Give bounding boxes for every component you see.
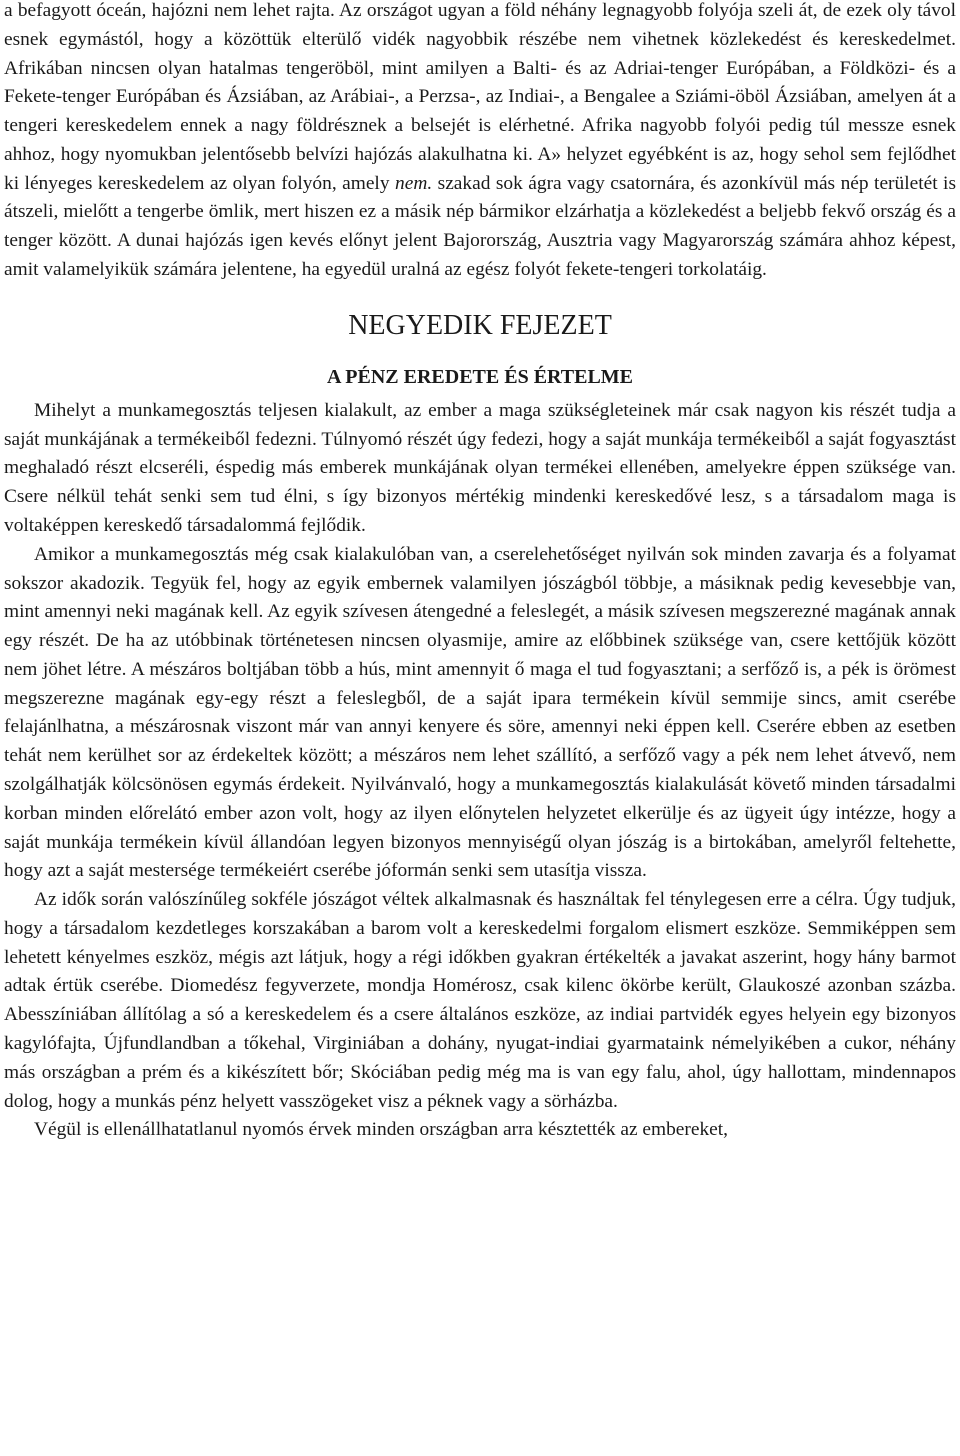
emphasized-word: nem. — [395, 172, 433, 194]
chapter-title: NEGYEDIK FEJEZET — [348, 309, 612, 341]
body-paragraph: Az idők során valószínűleg sokféle jószágot véltek alkalmasnak és használtak fel ténylegesen erre a célra. Úgy tudjuk, hogy a társadalom kezdetleges korszakában a barom volt a kereskedelmi forgalom elismert eszköze. Semmiképpen sem lehetett kényelmes eszköz, mégis azt látjuk, hogy a régi időkben gyakran értékelték a javakat aszerint, hogy hány barmot adtak értük cserébe. Diomedész fegyverzete, mondja Homérosz, csak kilenc ökörbe került, Glaukoszé azonban százba. Abesszíniában állítólag a só a kereskedelem és a csere általános eszköze, az indiai partvidék egyes helyein egy bizonyos kagylófajta, Újfundlandban a tőkehal, Virginiában a dohány, nyugat-indiai gyarmataink némelyikében a cukor, néhány más országban a prém és a kikészített bőr; Skóciában pedig még ma is van egy falu, ahol, úgy hallottam, mindennapos dolog, hogy a munkás pénz helyett vasszögeket visz a péknek vagy a sörházba. — [4, 889, 956, 1112]
paragraph-text: a befagyott óceán, hajózni nem lehet rajta. Az országot ugyan a föld néhány legnagyobb folyója szeli át, de ezek oly távol esnek egymástól, hogy a közöttük elterülő vidék nagyobbik részébe nem vihetnek közlekedést és kereskedelmet. Afrikában nincsen olyan hatalmas tengeröböl, mint amilyen a Balti- és az Adriai-tenger Európában, a Földközi- és a Fekete-tenger Európában és Ázsiában, az Arábiai-, a Perzsa-, az Indiai-, a Bengalee a Sziámi-öböl Ázsiában, amelyen át a tengeri kereskedelem ennek a nagy földrésznek a belsejét is elérhetné. Afrika nagyobb folyói pedig túl messze esnek ahhoz, hogy nyomukban jelentősebb belvízi hajózás alakulhatna ki. A» helyzet egyébként is az, hogy sehol sem fejlődhet ki lényeges kereskedelem az olyan folyón, amely — [4, 0, 956, 194]
body-paragraph — [4, 0, 956, 285]
section-title: A PÉNZ EREDETE ÉS ÉRTELME — [326, 365, 634, 388]
document-page — [4, 0, 956, 1145]
body-paragraph: Végül is ellenállhatatlanul nyomós érvek minden országban arra késztették az embereket, — [34, 1119, 729, 1141]
body-paragraph: Amikor a munkamegosztás még csak kialakulóban van, a cserelehetőséget nyilván sok minden zavarja és a folyamat sokszor akadozik. Tegyük fel, hogy az egyik embernek valamilyen jószágból többje, a másiknak pedig kevesebbje van, mint amennyi neki magának kell. Az egyik szívesen átengedné a feleslegét, a másik szívesen megszerezné magának annak egy részét. De ha az utóbbinak történetesen nincsen olyasmije, amire az előbbinek szüksége van, csere kettőjük között nem jöhet létre. A mészáros boltjában több a hús, mint amennyit ő maga el tud fogyasztani; a serfőző is, a pék is örömest megszerezne magának egy-egy részt a feleslegből, de a saját ipara termékein kívül semmije sincs, amit cserébe felajánlhatna, a mészárosnak viszont már van annyi kenyere és söre, amennyi neki éppen kell. Cserére ebben az esetben tehát nem kerülhet sor az érdekeltek között; a mészáros nem lehet szállító, a serfőző vagy a pék nem lehet átvevő, nem szolgálhatják kölcsönösen egymás érdekeit. Nyilvánvaló, hogy a munkamegosztás kialakulását követő minden társadalmi korban minden előrelátó ember azon volt, hogy az ilyen előnytelen helyzetet elkerülje és az ügyeit úgy intézze, hogy a saját munkája termékein kívül állandóan legyen bizonyos mennyiségű olyan jószág is a birtokában, amelyről feltehette, hogy azt a saját mestersége termékeiért cserébe jóformán senki sem utasítja vissza. — [4, 543, 956, 882]
body-paragraph: Mihelyt a munkamegosztás teljesen kialakult, az ember a maga szükségleteinek már csak nagyon kis részét tudja a saját munkájának a termékeiből fedezni. Túlnyomó részét úgy fedezi, hogy a saját munkája termékeiből a saját fogyasztást meghaladó részt elcseréli, éspedig más emberek munkájának olyan termékei ellenében, amelyekre éppen szüksége van. Csere nélkül tehát senki sem tud élni, s így bizonyos mértékig mindenki kereskedővé lesz, s a társadalom maga is voltaképpen kereskedő társadalommá fejlődik. — [4, 399, 956, 536]
paragraph-text-continued: szakad sok ágra vagy csatornára, és azonkívül más nép területét is átszeli, mielőtt a tengerbe ömlik, mert hiszen ez a másik nép bármikor elzárhatja a közlekedést a beljebb fekvő ország és a tenger között. A dunai hajózás igen kevés előnyt jelent Bajorország, Ausztria vagy Magyarország számára ahhoz képest, amit valamelyikük számára jelentene, ha egyedül uralná az egész folyót fekete-tengeri torkolatáig. — [4, 172, 956, 281]
